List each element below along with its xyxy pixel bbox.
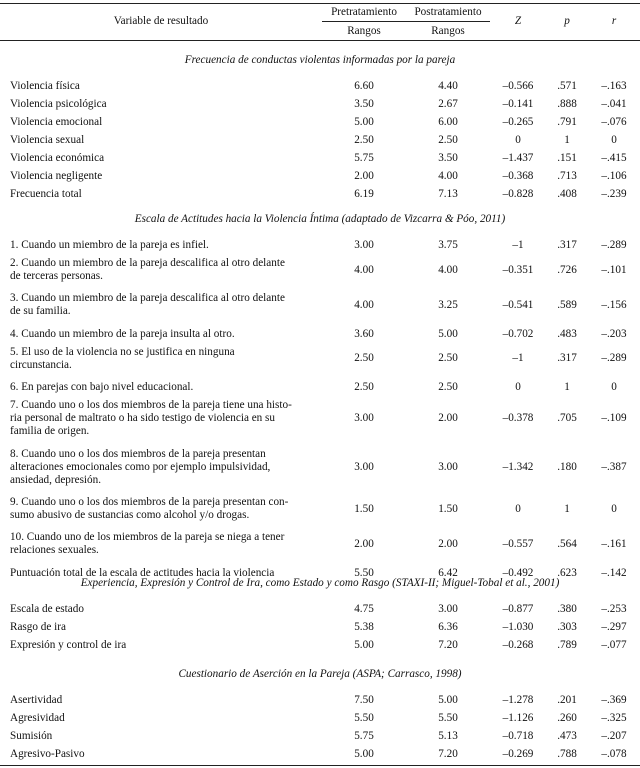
cell-z: –1.030 [502, 621, 534, 633]
cell-p: .888 [557, 98, 577, 110]
header-rangos-post: Rangos [431, 25, 465, 37]
cell-post: 2.50 [438, 134, 458, 146]
cell-post: 6.42 [438, 566, 458, 579]
cell-p: .151 [557, 152, 577, 164]
cell-z: –0.269 [502, 748, 534, 760]
cell-z: –1.437 [502, 152, 534, 164]
cell-z: –0.557 [502, 537, 534, 550]
cell-pre: 5.00 [354, 748, 374, 760]
cell-p: .380 [557, 603, 577, 615]
section-title: Experiencia, Expresión y Control de Ira, como Estado y como Rasgo (STAXI-II; Miguel-Tobal et al., 2001) [80, 577, 560, 589]
cell-pre: 5.75 [354, 152, 374, 164]
cell-r: 0 [611, 381, 617, 394]
cell-pre: 2.50 [354, 381, 374, 394]
table-top-rule [0, 3, 640, 4]
cell-p: .408 [557, 188, 577, 200]
row-label: Rasgo de ira [10, 621, 66, 633]
cell-p: .180 [557, 460, 577, 473]
cell-z: –0.265 [502, 116, 534, 128]
cell-p: .317 [557, 239, 577, 251]
cell-post: 3.00 [438, 460, 458, 473]
cell-pre: 5.00 [354, 639, 374, 651]
cell-pre: 2.00 [354, 170, 374, 182]
row-label: Violencia negligente [10, 170, 103, 182]
cell-post: 2.50 [438, 352, 458, 365]
row-label: 5. El uso de la violencia no se justifica en ninguna [10, 345, 235, 358]
row-label: familia de origen. [10, 425, 90, 438]
cell-p: 1 [564, 502, 570, 515]
cell-r: –.297 [601, 621, 627, 633]
cell-p: .705 [557, 412, 577, 425]
cell-p: .483 [557, 327, 577, 340]
cell-post: 2.67 [438, 98, 458, 110]
cell-z: 0 [515, 502, 521, 515]
cell-post: 7.13 [438, 188, 458, 200]
cell-pre: 3.00 [354, 460, 374, 473]
cell-r: 0 [611, 502, 617, 515]
header-variable: Variable de resultado [113, 15, 209, 27]
cell-r: –.109 [601, 412, 627, 425]
cell-p: 1 [564, 381, 570, 394]
cell-pre: 4.00 [354, 298, 374, 311]
cell-pre: 2.50 [354, 134, 374, 146]
row-label: de su familia. [10, 305, 71, 318]
cell-post: 2.50 [438, 381, 458, 394]
cell-z: 0 [515, 134, 521, 146]
cell-r: 0 [611, 134, 617, 146]
cell-post: 2.00 [438, 412, 458, 425]
cell-p: .571 [557, 80, 577, 92]
cell-r: –.041 [601, 98, 627, 110]
row-label: de terceras personas. [10, 270, 103, 282]
cell-r: –.163 [601, 80, 627, 92]
cell-r: –.207 [601, 730, 627, 742]
cell-r: –.142 [601, 566, 627, 579]
cell-post: 3.25 [438, 298, 458, 311]
cell-r: –.076 [601, 116, 627, 128]
cell-pre: 5.75 [354, 730, 374, 742]
cell-r: –.203 [601, 327, 627, 340]
cell-post: 5.13 [438, 730, 458, 742]
cell-z: –0.141 [502, 98, 534, 110]
cell-r: –.415 [601, 152, 627, 164]
row-label: 3. Cuando un miembro de la pareja descalifica al otro delante [10, 292, 285, 305]
cell-z: –0.718 [502, 730, 534, 742]
cell-r: –.289 [601, 352, 627, 365]
section-title: Escala de Actitudes hacia la Violencia Íntima (adaptado de Vizcarra & Póo, 2011) [134, 213, 506, 225]
cell-r: –.101 [601, 263, 627, 276]
row-label: Agresivo-Pasivo [10, 748, 85, 760]
row-label: 2. Cuando un miembro de la pareja descalifica al otro delante [10, 257, 285, 269]
cell-z: –0.351 [502, 263, 534, 276]
cell-z: –1.278 [502, 694, 534, 706]
header-post: Postratamiento [414, 6, 482, 18]
cell-z: –1 [512, 352, 524, 365]
cell-z: –0.877 [502, 603, 534, 615]
row-label: Escala de estado [10, 603, 84, 615]
cell-post: 3.75 [438, 239, 458, 251]
cell-r: –.369 [601, 694, 627, 706]
cell-z: –0.541 [502, 298, 534, 311]
row-label: 4. Cuando un miembro de la pareja insulta al otro. [10, 327, 235, 340]
cell-p: .260 [557, 712, 577, 724]
cell-pre: 5.00 [354, 116, 374, 128]
cell-post: 3.00 [438, 603, 458, 615]
cell-post: 7.20 [438, 639, 458, 651]
cell-post: 4.00 [438, 170, 458, 182]
cell-r: –.078 [601, 748, 627, 760]
cell-r: –.289 [601, 239, 627, 251]
cell-pre: 3.00 [354, 239, 374, 251]
row-label: Violencia psicológica [10, 98, 107, 110]
cell-r: –.161 [601, 537, 627, 550]
cell-z: –0.378 [502, 412, 534, 425]
header-r: r [611, 15, 617, 27]
cell-r: –.253 [601, 603, 627, 615]
row-label: Asertividad [10, 694, 63, 706]
cell-r: –.106 [601, 170, 627, 182]
row-label: Violencia económica [10, 152, 105, 164]
header-pre: Pretratamiento [331, 6, 397, 18]
table-bottom-rule [0, 765, 640, 766]
cell-z: –1.342 [502, 460, 534, 473]
row-label: 7. Cuando uno o los dos miembros de la pareja tiene una histo- [10, 399, 292, 412]
cell-pre: 5.38 [354, 621, 374, 633]
cell-z: –0.368 [502, 170, 534, 182]
cell-p: .713 [557, 170, 577, 182]
cell-p: .788 [557, 748, 577, 760]
row-label: sumo abusivo de sustancias como alcohol y/o drogas. [10, 509, 250, 521]
cell-post: 6.36 [438, 621, 458, 633]
row-label: Frecuencia total [10, 188, 82, 200]
cell-post: 7.20 [438, 748, 458, 760]
cell-pre: 2.00 [354, 537, 374, 550]
cell-post: 6.00 [438, 116, 458, 128]
row-label: Puntuación total de la escala de actitudes hacia la violencia [10, 566, 275, 579]
cell-pre: 7.50 [354, 694, 374, 706]
header-p: p [564, 15, 570, 27]
cell-z: –0.492 [502, 566, 534, 579]
cell-p: .473 [557, 730, 577, 742]
row-label: circunstancia. [10, 358, 72, 371]
header-bottom-rule [0, 40, 640, 41]
cell-post: 3.50 [438, 152, 458, 164]
cell-p: .589 [557, 298, 577, 311]
cell-post: 5.00 [438, 327, 458, 340]
cell-p: .317 [557, 352, 577, 365]
section-title: Frecuencia de conductas violentas informadas por la pareja [184, 54, 456, 66]
row-label: relaciones sexuales. [10, 544, 99, 557]
cell-pre: 3.00 [354, 412, 374, 425]
cell-pre: 3.50 [354, 98, 374, 110]
cell-p: .623 [557, 566, 577, 579]
cell-r: –.387 [601, 460, 627, 473]
cell-r: –.239 [601, 188, 627, 200]
cell-pre: 4.75 [354, 603, 374, 615]
header-z: Z [514, 15, 522, 27]
cell-p: .564 [557, 537, 577, 550]
cell-post: 5.00 [438, 694, 458, 706]
cell-pre: 4.00 [354, 263, 374, 276]
cell-z: 0 [515, 381, 521, 394]
row-label: 10. Cuando uno de los miembros de la pareja se niega a tener [10, 531, 285, 544]
cell-pre: 3.60 [354, 327, 374, 340]
cell-z: –0.268 [502, 639, 534, 651]
row-label: ansiedad, depresión. [10, 473, 102, 486]
cell-p: 1 [564, 134, 570, 146]
row-label: 1. Cuando un miembro de la pareja es infiel. [10, 239, 209, 251]
row-label: Expresión y control de ira [10, 639, 127, 651]
cell-r: –.077 [601, 639, 627, 651]
header-rangos-pre: Rangos [347, 25, 381, 37]
cell-pre: 6.60 [354, 80, 374, 92]
cell-post: 5.50 [438, 712, 458, 724]
cell-z: –0.828 [502, 188, 534, 200]
row-label: 8. Cuando uno o los dos miembros de la pareja presentan [10, 447, 266, 460]
cell-r: –.325 [601, 712, 627, 724]
cell-p: .791 [557, 116, 577, 128]
cell-p: .726 [557, 263, 577, 276]
cell-p: .201 [557, 694, 577, 706]
row-label: 6. En parejas con bajo nivel educacional. [10, 381, 194, 394]
row-label: Sumisión [10, 730, 53, 742]
cell-r: –.156 [601, 298, 627, 311]
cell-pre: 5.50 [354, 566, 374, 579]
cell-z: –1 [512, 239, 524, 251]
cell-post: 4.00 [438, 263, 458, 276]
section-title: Cuestionario de Aserción en la Pareja (ASPA; Carrasco, 1998) [178, 668, 462, 680]
cell-p: .303 [557, 621, 577, 633]
cell-z: –1.126 [502, 712, 534, 724]
row-label: Agresividad [10, 712, 65, 724]
row-label: ria personal de maltrato o ha sido testigo de violencia en su [10, 412, 276, 425]
row-label: Violencia sexual [10, 134, 85, 146]
row-label: Violencia física [10, 80, 80, 92]
cell-pre: 5.50 [354, 712, 374, 724]
cell-z: –0.702 [502, 327, 534, 340]
cell-z: –0.566 [502, 80, 534, 92]
cell-p: .789 [557, 639, 577, 651]
row-label: Violencia emocional [10, 116, 103, 128]
cell-pre: 2.50 [354, 352, 374, 365]
row-label: alteraciones emocionales como por ejemplo impulsividad, [10, 460, 271, 473]
header-span-rule [322, 21, 490, 22]
cell-post: 1.50 [438, 502, 458, 515]
cell-pre: 6.19 [354, 188, 374, 200]
cell-post: 2.00 [438, 537, 458, 550]
cell-pre: 1.50 [354, 502, 374, 515]
cell-post: 4.40 [438, 80, 458, 92]
row-label: 9. Cuando uno o los dos miembros de la pareja presentan con- [10, 496, 289, 508]
